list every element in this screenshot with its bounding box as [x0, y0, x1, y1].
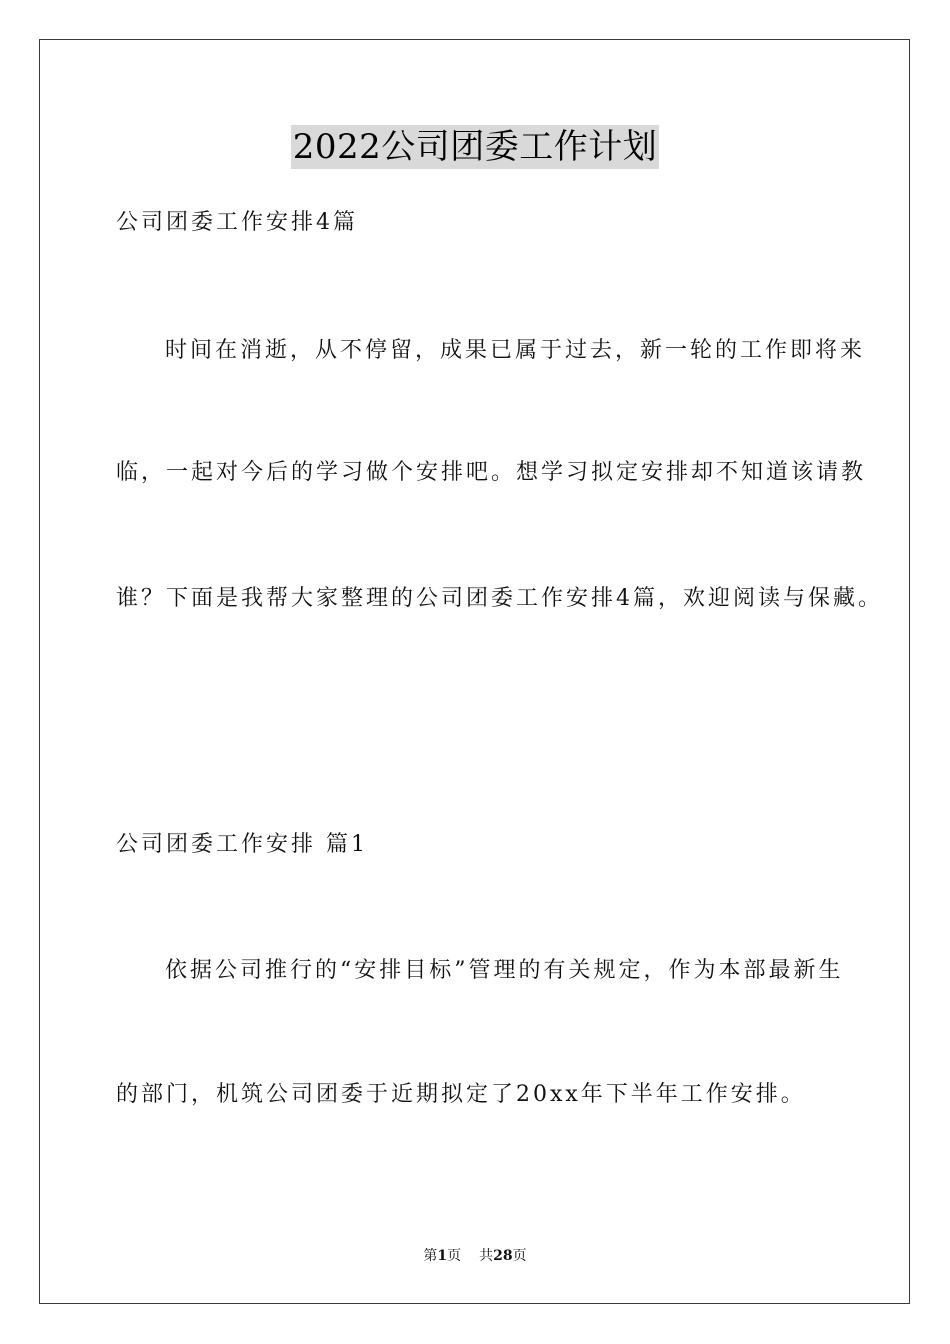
intro-paragraph-line-2: 临，一起对今后的学习做个安排吧。想学习拟定安排却不知道该请教 — [116, 460, 867, 485]
footer-total-prefix: 共 — [479, 1248, 494, 1264]
footer-page-suffix: 页 — [447, 1248, 462, 1264]
footer-page-prefix: 第 — [423, 1248, 438, 1264]
footer-total-pages: 28 — [493, 1248, 513, 1264]
section-heading: 公司团委工作安排 篇1 — [116, 832, 368, 857]
intro-paragraph-line-3: 谁？下面是我帮大家整理的公司团委工作安排4篇，欢迎阅读与保藏。 — [116, 586, 883, 611]
section-paragraph-line-1: 依据公司推行的“安排目标”管理的有关规定，作为本部最新生 — [165, 958, 844, 983]
intro-paragraph-line-1: 时间在消逝，从不停留，成果已属于过去，新一轮的工作即将来 — [165, 338, 866, 363]
title-container — [0, 125, 950, 169]
footer-total-suffix: 页 — [512, 1248, 527, 1264]
document-subtitle: 公司团委工作安排4篇 — [116, 210, 358, 235]
document-title: 2022公司团委工作计划 — [292, 127, 658, 167]
section-paragraph-line-2: 的部门，机筑公司团委于近期拟定了20xx年下半年工作安排。 — [116, 1082, 806, 1107]
page-footer — [0, 1246, 950, 1266]
footer-page-number: 1 — [437, 1248, 448, 1264]
